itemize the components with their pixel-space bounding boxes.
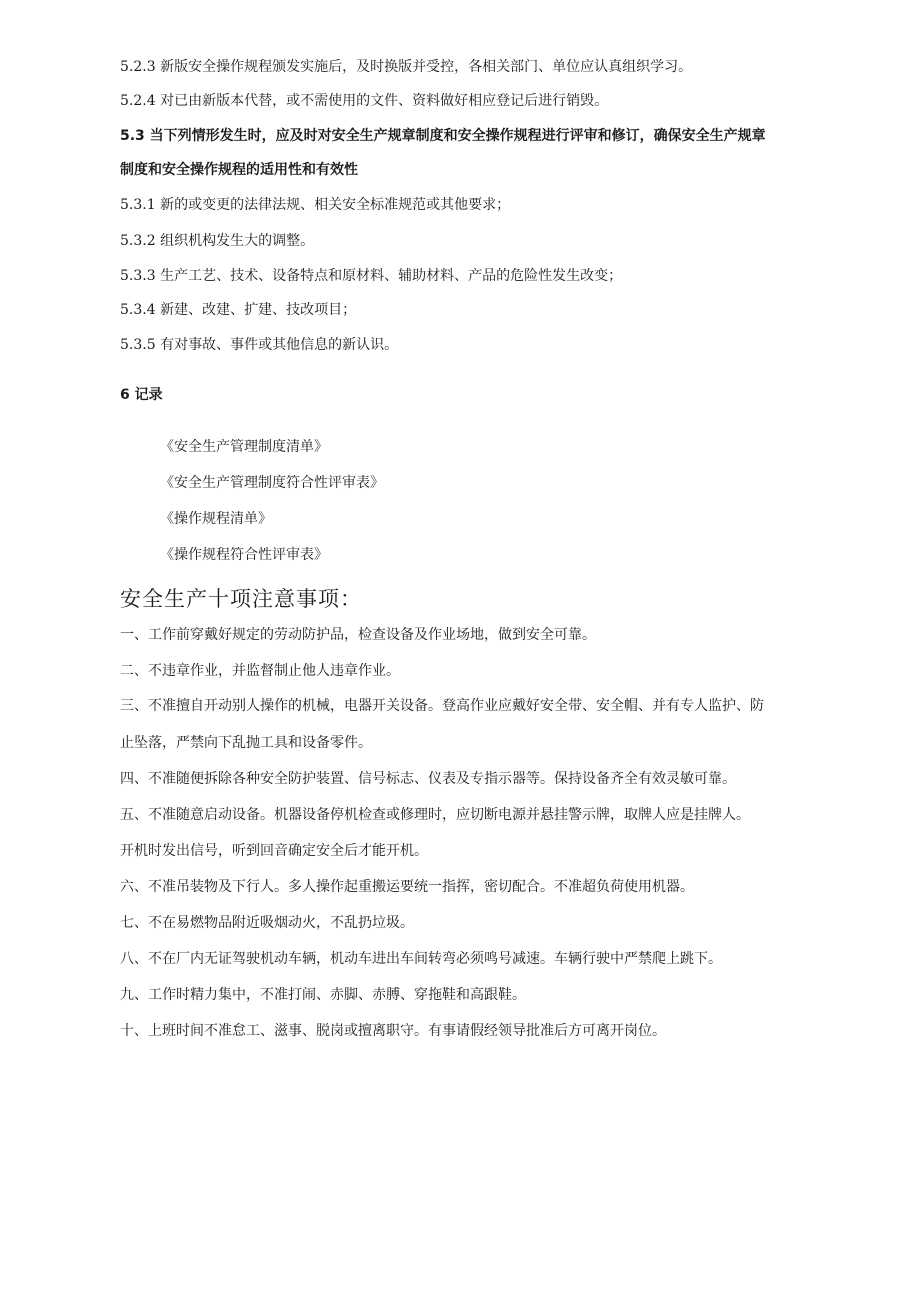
paragraph-5-3-5: 5.3.5 有对事故、事件或其他信息的新认识。 bbox=[120, 337, 399, 353]
record-item: 《操作规程清单》 bbox=[160, 511, 272, 527]
safety-item-3-line1: 三、不准擅自开动别人操作的机械，电器开关设备。登高作业应戴好安全带、安全帽、并有专人监护、防 bbox=[120, 698, 764, 714]
safety-item-4: 四、不准随便拆除各种安全防护装置、信号标志、仪表及专指示器等。保持设备齐全有效灵敏可靠。 bbox=[120, 771, 736, 787]
safety-item-2: 二、不违章作业，并监督制止他人违章作业。 bbox=[120, 663, 400, 679]
safety-item-10: 十、上班时间不准怠工、滋事、脱岗或擅离职守。有事请假经领导批准后方可离开岗位。 bbox=[120, 1023, 666, 1039]
paragraph-5-2-3: 5.2.3 新版安全操作规程颁发实施后，及时换版并受控，各相关部门、单位应认真组织学习。 bbox=[120, 59, 693, 75]
paragraph-5-3-1: 5.3.1 新的或变更的法律法规、相关安全标准规范或其他要求； bbox=[120, 197, 511, 213]
safety-item-8: 八、不在厂内无证驾驶机动车辆，机动车进出车间转弯必须鸣号减速。车辆行驶中严禁爬上跳下。 bbox=[120, 951, 722, 967]
safety-item-5-line2: 开机时发出信号，听到回音确定安全后才能开机。 bbox=[120, 843, 428, 859]
record-item: 《安全生产管理制度清单》 bbox=[160, 439, 328, 455]
safety-notes-heading: 安全生产十项注意事项： bbox=[120, 587, 362, 611]
heading-5-3-line2: 制度和安全操作规程的适用性和有效性 bbox=[120, 162, 358, 178]
record-item: 《安全生产管理制度符合性评审表》 bbox=[160, 475, 384, 491]
paragraph-5-2-4: 5.2.4 对已由新版本代替，或不需使用的文件、资料做好相应登记后进行销毁。 bbox=[120, 93, 609, 109]
safety-item-9: 九、工作时精力集中，不准打闹、赤脚、赤膊、穿拖鞋和高跟鞋。 bbox=[120, 987, 526, 1003]
paragraph-5-3-4: 5.3.4 新建、改建、扩建、技改项目； bbox=[120, 302, 357, 318]
safety-item-3-line2: 止坠落，严禁向下乱抛工具和设备零件。 bbox=[120, 735, 372, 751]
safety-item-5-line1: 五、不准随意启动设备。机器设备停机检查或修理时，应切断电源并悬挂警示牌，取牌人应是挂牌人。 bbox=[120, 807, 750, 823]
safety-item-1: 一、工作前穿戴好规定的劳动防护品，检查设备及作业场地，做到安全可靠。 bbox=[120, 627, 596, 643]
paragraph-5-3-2: 5.3.2 组织机构发生大的调整。 bbox=[120, 233, 315, 249]
safety-item-7: 七、不在易燃物品附近吸烟动火，不乱扔垃圾。 bbox=[120, 915, 414, 931]
record-item: 《操作规程符合性评审表》 bbox=[160, 547, 328, 563]
paragraph-5-3-3: 5.3.3 生产工艺、技术、设备特点和原材料、辅助材料、产品的危险性发生改变； bbox=[120, 268, 623, 284]
section-6-heading: 6 记录 bbox=[120, 387, 163, 403]
safety-item-6: 六、不准吊装物及下行人。多人操作起重搬运要统一指挥，密切配合。不准超负荷使用机器。 bbox=[120, 879, 694, 895]
heading-5-3-line1: 5.3 当下列情形发生时，应及时对安全生产规章制度和安全操作规程进行评审和修订，确保安全生产规章 bbox=[120, 128, 766, 144]
